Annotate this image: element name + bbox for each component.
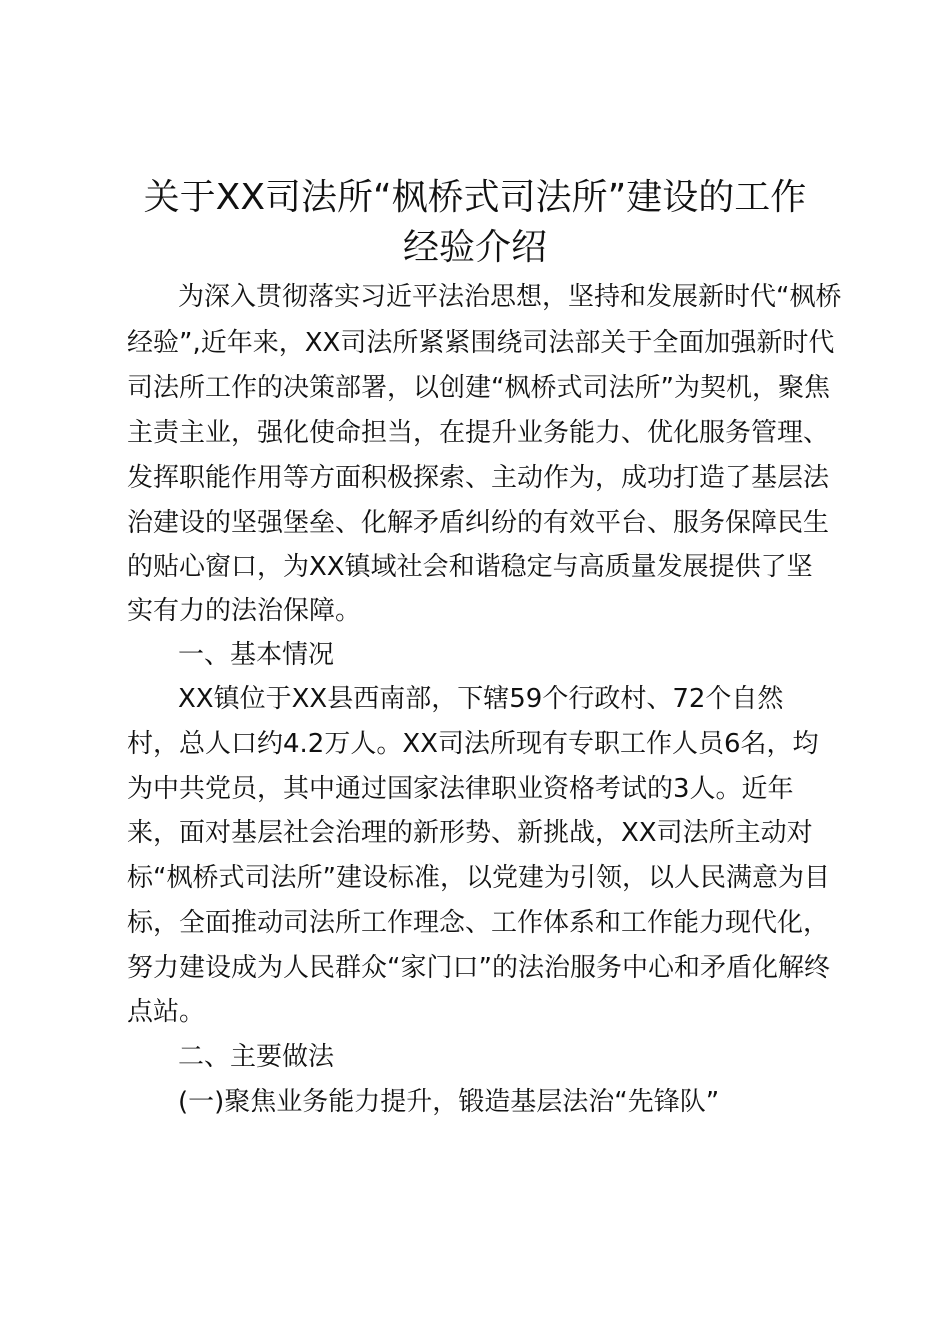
section-heading-main-practices: 二、主要做法 [178, 1042, 335, 1072]
section1-paragraph-line: 为中共党员，其中通过国家法律职业资格考试的3人。近年 [127, 774, 794, 804]
intro-paragraph-line: 经验”,近年来，XX司法所紧紧围绕司法部关于全面加强新时代 [127, 328, 835, 358]
section1-paragraph-line: 村，总人口约4.2万人。XX司法所现有专职工作人员6名，均 [127, 729, 819, 759]
section1-paragraph-line: 点站。 [127, 997, 206, 1027]
intro-paragraph-line: 为深入贯彻落实习近平法治思想，坚持和发展新时代“枫桥 [178, 282, 842, 312]
section1-paragraph-line: 标，全面推动司法所工作理念、工作体系和工作能力现代化， [127, 908, 830, 938]
subsection-heading-1: (一)聚焦业务能力提升，锻造基层法治“先锋队” [178, 1087, 720, 1117]
intro-paragraph-line: 实有力的法治保障。 [127, 596, 362, 626]
section1-paragraph-line: 努力建设成为人民群众“家门口”的法治服务中心和矛盾化解终 [127, 953, 830, 983]
intro-paragraph-line: 治建设的坚强堡垒、化解矛盾纠纷的有效平台、服务保障民生 [127, 508, 830, 538]
section1-paragraph-line: XX镇位于XX县西南部，下辖59个行政村、72个自然 [178, 684, 784, 714]
intro-paragraph-line: 发挥职能作用等方面积极探索、主动作为，成功打造了基层法 [127, 463, 830, 493]
section-heading-basic-situation: 一、基本情况 [178, 640, 335, 670]
intro-paragraph-line: 司法所工作的决策部署，以创建“枫桥式司法所”为契机，聚焦 [127, 373, 830, 403]
section1-paragraph-line: 标“枫桥式司法所”建设标准，以党建为引领，以人民满意为目 [127, 863, 830, 893]
intro-paragraph-line: 主责主业，强化使命担当，在提升业务能力、优化服务管理、 [127, 418, 830, 448]
section1-paragraph-line: 来，面对基层社会治理的新形势、新挑战，XX司法所主动对 [127, 818, 813, 848]
intro-paragraph-line: 的贴心窗口，为XX镇域社会和谐稳定与高质量发展提供了坚 [127, 552, 813, 582]
document-title-line-1: 关于XX司法所“枫桥式司法所”建设的工作 [143, 177, 807, 218]
document-title-line-2: 经验介绍 [402, 227, 547, 268]
